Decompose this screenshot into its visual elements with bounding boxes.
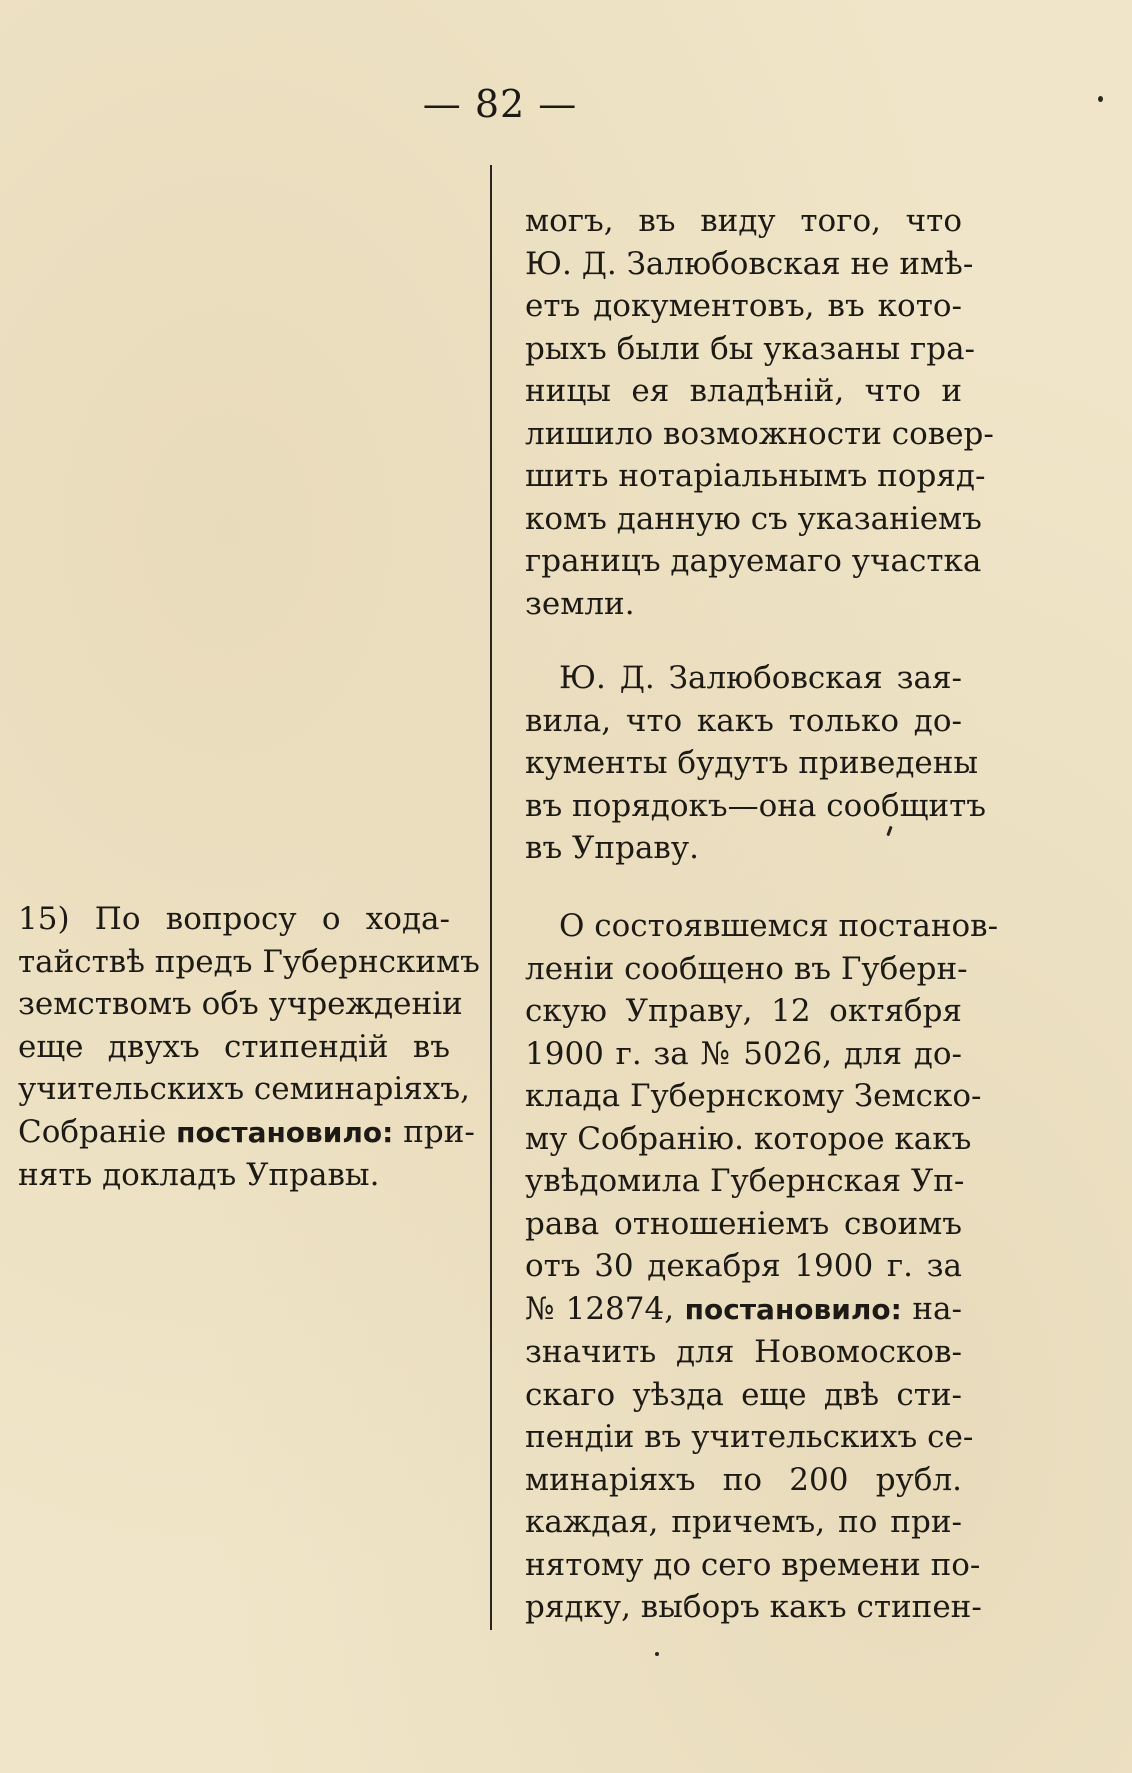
ink-speck [655,1652,659,1656]
right-paragraph-2 [525,657,986,870]
text-line: лишило возможности совер- [525,415,994,452]
right-paragraph-1 [525,200,994,625]
page-number: — 82 — [422,82,578,126]
ink-speck [1098,96,1103,102]
text-line: земствомъ объ учрежденіи [18,986,463,1022]
text-line: рядку, выборъ какъ стипен- [525,1589,982,1625]
text-line: етъ документовъ, въ кото- [525,288,962,324]
text-line: 15) По вопросу о хода- [18,901,450,937]
text-line: земли. [525,585,635,622]
text-line: значить для Новомосков- [525,1334,962,1370]
text-line: въ Управу. [525,830,699,866]
text-line: рава отношеніемъ своимъ [525,1205,962,1242]
text-line: скую Управу, 12 октября [525,993,962,1029]
text-line: тайствѣ предъ Губернскимъ [18,943,480,980]
text-fragment: Собраніе [18,1113,167,1150]
bold-keyword: постановило: [176,1115,394,1149]
text-line [525,1288,962,1332]
text-line: вила, что какъ только до- [525,702,962,739]
text-line: кументы будутъ приведены [525,745,979,781]
text-line: Ю. Д. Залюбовская не имѣ- [525,245,974,282]
text-line: еще двухъ стипендій въ [18,1028,450,1065]
text-line: увѣдомила Губернская Уп- [525,1163,965,1199]
text-line [18,1111,475,1155]
text-fragment: № 12874, [525,1290,675,1327]
text-line: нять докладъ Управы. [18,1157,380,1193]
text-fragment: на- [912,1290,962,1327]
text-fragment: при- [403,1113,475,1150]
left-column [18,898,480,1197]
text-line: клада Губернскому Земско- [525,1078,982,1114]
text-line: шить нотаріальнымъ поряд- [525,458,986,494]
text-line: 1900 г. за № 5026, для до- [525,1035,962,1072]
column-divider [490,165,492,1630]
text-line: ницы ея владѣній, что и [525,373,962,409]
text-line: въ порядокъ—она сообщитъ [525,787,986,824]
text-line: скаго уѣзда еще двѣ сти- [525,1376,962,1413]
text-line: пендіи въ учительскихъ се- [525,1419,974,1455]
text-line: комъ данную съ указаніемъ [525,500,982,537]
text-line: му Собранію. которое какъ [525,1120,972,1157]
text-line: рыхъ были бы указаны гра- [525,330,976,367]
text-line: отъ 30 декабря 1900 г. за [525,1248,962,1284]
text-line: каждая, причемъ, по при- [525,1504,962,1540]
text-line: Ю. Д. Залюбовская зая- [559,660,962,696]
text-line: леніи сообщено въ Губерн- [525,950,968,987]
text-line: нятому до сего времени по- [525,1546,981,1583]
right-paragraph-3 [525,905,999,1629]
text-line: О состоявшемся постанов- [559,908,999,944]
text-line: минаріяхъ по 200 рубл. [525,1461,962,1498]
bold-keyword: постановило: [684,1292,902,1326]
text-line: могъ, въ виду того, что [525,203,962,239]
text-line: границъ даруемаго участка [525,543,982,579]
text-line: учительскихъ семинаріяхъ, [18,1071,470,1107]
